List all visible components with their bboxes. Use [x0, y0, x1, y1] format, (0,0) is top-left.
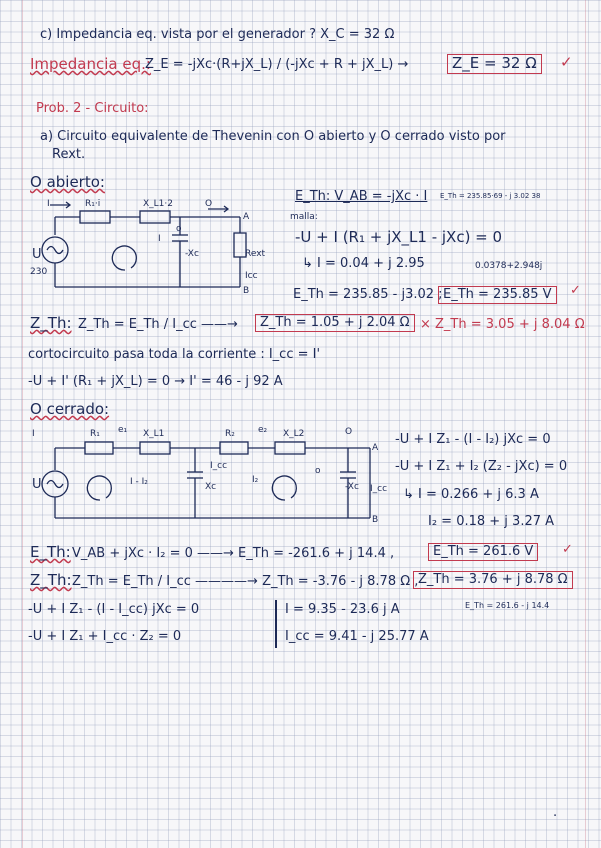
c2-I-minus-I2-label: I - I₂ [130, 477, 148, 487]
c2-XL2-label: X_L2 [283, 429, 305, 439]
eth-open-value: E_Th = 235.85 - j3.02 ; [293, 287, 443, 302]
c1-U-value: 230 [30, 267, 48, 277]
c1-R1-label: R₁·i [85, 199, 101, 209]
bracket-divider [275, 600, 277, 648]
zeq-label: Impedancia eq.: [30, 55, 151, 73]
zth-closed-label: Z_Th: [30, 571, 72, 589]
c2-switch-label: O [345, 427, 353, 437]
c2-Xc-label: Xc [205, 482, 217, 492]
c2-Icc-label: I_cc [210, 461, 228, 471]
zth-closed-small-note: E_Th = 261.6 - j 14.4 [465, 601, 550, 610]
closed-section-title: O cerrado: [30, 400, 110, 418]
system-eq-1: -U + I Z₁ - (I - I₂) jXc = 0 [395, 432, 551, 447]
c2-I2-label: I₂ [252, 475, 259, 485]
c2-B-label: B [372, 515, 379, 525]
system-I-result: ↳ I = 0.266 + j 6.3 A [403, 487, 539, 502]
c2-e1-label: e₁ [118, 425, 128, 435]
c1-Icc-label: Icc [245, 271, 258, 281]
c1-switch-label: O [205, 199, 213, 209]
question-c-line: c) Impedancia eq. vista por el generador ? X_C = 32 Ω [40, 27, 395, 42]
c2-A-label: A [372, 443, 379, 453]
question-a-line2: Rext. [52, 147, 86, 162]
eth-open-formula: E_Th: V_AB = -jXc · I [295, 189, 428, 204]
zth-closed-formula: Z_Th = E_Th / I_cc ————→ Z_Th = -3.76 - j 8.78 Ω , [72, 574, 419, 589]
problem-title: Prob. 2 - Circuito: [36, 101, 149, 116]
zth-label: Z_Th: [30, 314, 72, 332]
c2-I-label: I [32, 429, 35, 439]
zeq-formula: Z_E = -jXc·(R+jX_L) / (-jXc + R + jX_L) → [145, 57, 409, 72]
zth-closed-box: Z_Th = 3.76 + j 8.78 Ω [413, 571, 573, 589]
c1-Ivert-label: I [158, 234, 161, 244]
shortcircuit-equation: -U + I' (R₁ + jX_L) = 0 → I' = 46 - j 92 A [28, 374, 283, 389]
question-a-line1: a) Circuito equivalente de Thevenin con O abierto y O cerrado visto por [40, 129, 506, 144]
I-result-small: 0.0378+2.948j [475, 261, 543, 271]
closed-circuit-diagram [30, 427, 380, 530]
eth-closed-label: E_Th: [30, 543, 71, 561]
zth-red-correction: × Z_Th = 3.05 + j 8.04 Ω [420, 317, 585, 332]
system-I2-result: I₂ = 0.18 + j 3.27 A [428, 514, 555, 529]
shortcircuit-text: cortocircuito pasa toda la corriente : I_cc = I' [28, 347, 321, 362]
corner-mark: · [553, 809, 558, 824]
c2-Xc2-label: -Xc [345, 482, 359, 492]
eth-open-small: E_Th = 235.85·69 - j 3.02 38 [440, 192, 541, 200]
final-result-A: I = 9.35 - 23.6 j A [285, 602, 400, 617]
zth-formula: Z_Th = E_Th / I_cc ——→ [78, 317, 238, 332]
eth-open-box: E_Th = 235.85 V [438, 286, 557, 304]
c1-o-label: o [176, 224, 182, 234]
check-mark-icon: ✓ [560, 53, 573, 71]
c1-Rext-label: Rext [245, 249, 266, 259]
malla-equation: -U + I (R₁ + jX_L1 - jXc) = 0 [295, 228, 503, 246]
c1-A-label: A [243, 212, 250, 222]
c2-e2-label: e₂ [258, 425, 268, 435]
malla-label: malla: [290, 212, 318, 222]
eth-closed-box: E_Th = 261.6 V [428, 543, 538, 561]
margin-line-right [585, 0, 586, 848]
c1-I-label: I [47, 199, 50, 209]
c2-Icc2-label: I_cc [370, 484, 388, 494]
c2-R1-label: R₁ [90, 429, 100, 439]
c2-XL1-label: X_L1 [143, 429, 165, 439]
c1-B-label: B [243, 286, 250, 296]
check-mark-icon: ✓ [562, 542, 573, 557]
c1-XL1-label: X_L1·2 [143, 199, 173, 209]
c2-R2-label: R₂ [225, 429, 235, 439]
zth-box: Z_Th = 1.05 + j 2.04 Ω [255, 314, 415, 332]
I-result: ↳ I = 0.04 + j 2.95 [302, 256, 425, 271]
open-section-title: O abierto: [30, 173, 105, 191]
margin-line-left [22, 0, 23, 848]
final-eq-A: -U + I Z₁ - (I - I_cc) jXc = 0 [28, 602, 200, 617]
c1-Xc-label: -Xc [185, 249, 199, 259]
zeq-result-box: Z_E = 32 Ω [447, 54, 542, 74]
eth-closed-formula: V_AB + jXc · I₂ = 0 ——→ E_Th = -261.6 + j 14.4 , [72, 546, 395, 561]
system-eq-2: -U + I Z₁ + I₂ (Z₂ - jXc) = 0 [395, 459, 568, 474]
c2-U-label: U [32, 477, 42, 492]
final-eq-B: -U + I Z₁ + I_cc · Z₂ = 0 [28, 629, 182, 644]
final-result-B: I_cc = 9.41 - j 25.77 A [285, 629, 429, 644]
c2-o-label: o [315, 466, 321, 476]
c1-U-label: U [32, 247, 42, 262]
check-mark-icon: ✓ [570, 283, 581, 298]
